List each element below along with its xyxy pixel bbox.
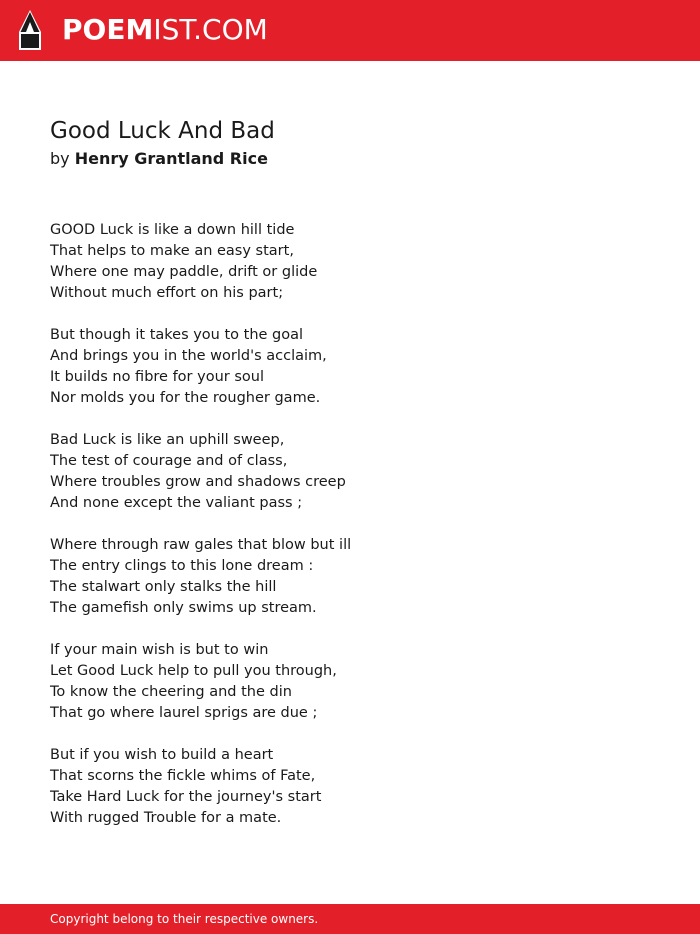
poem-line: And none except the valiant pass ; (50, 495, 303, 511)
poem-line: Take Hard Luck for the journey's start (50, 789, 322, 805)
by-label: by (50, 149, 70, 168)
site-footer (0, 904, 700, 934)
site-header (0, 0, 700, 61)
site-logo[interactable] (62, 12, 268, 48)
poem-line: But though it takes you to the goal (50, 327, 304, 343)
poem-line: To know the cheering and the din (50, 684, 292, 700)
poem-line: Without much effort on his part; (50, 285, 284, 301)
stanza (50, 535, 650, 619)
pencil-tip-icon[interactable] (18, 10, 42, 52)
poem-line: The gamefish only swims up stream. (50, 600, 317, 616)
logo-text-light: IST.COM (153, 13, 268, 46)
poem-line: And brings you in the world's acclaim, (50, 348, 327, 364)
copyright-notice: Copyright belong to their respective owners. (50, 912, 319, 926)
byline (50, 149, 268, 169)
poem-line: If your main wish is but to win (50, 642, 269, 658)
poem-line: That go where laurel sprigs are due ; (50, 705, 318, 721)
poem-line: That helps to make an easy start, (50, 243, 294, 259)
poem-line: With rugged Trouble for a mate. (50, 810, 282, 826)
stanza (50, 745, 650, 829)
poem-line: Where one may paddle, drift or glide (50, 264, 318, 280)
poem-line: Where troubles grow and shadows creep (50, 474, 346, 490)
poem-line: The test of courage and of class, (50, 453, 288, 469)
stanza (50, 430, 650, 514)
stanza (50, 325, 650, 409)
poem-title: Good Luck And Bad (50, 118, 275, 144)
stanza (50, 220, 650, 304)
poem-line: The stalwart only stalks the hill (50, 579, 277, 595)
author-name: Henry Grantland Rice (74, 149, 268, 168)
poem-line: The entry clings to this lone dream : (50, 558, 314, 574)
logo-text-bold: POEM (62, 13, 154, 46)
poem-line: Bad Luck is like an uphill sweep, (50, 432, 285, 448)
poem-line: Nor molds you for the rougher game. (50, 390, 321, 406)
poem-line: Where through raw gales that blow but ill (50, 537, 352, 553)
poem-line: It builds no fibre for your soul (50, 369, 264, 385)
poem-body (50, 220, 650, 850)
stanza (50, 640, 650, 724)
poem-line: But if you wish to build a heart (50, 747, 274, 763)
poem-line: Let Good Luck help to pull you through, (50, 663, 337, 679)
poem-line: GOOD Luck is like a down hill tide (50, 222, 295, 238)
poem-line: That scorns the fickle whims of Fate, (50, 768, 316, 784)
